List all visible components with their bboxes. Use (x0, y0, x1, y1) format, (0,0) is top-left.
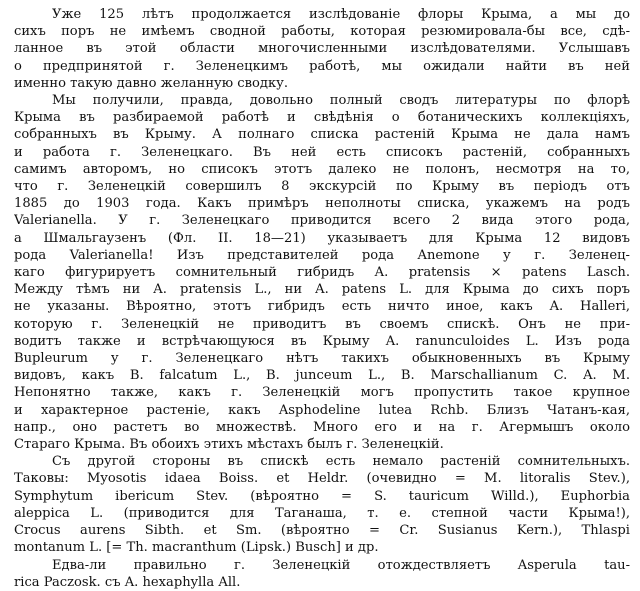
text-line: Между тѣмъ ни A. pratensis L., ни A. patens L. для Крыма до сихъ поръ (14, 282, 630, 298)
text-line: каго фигурируетъ сомнительный гибридъ A. pratensis × patens Lasch. (14, 265, 630, 281)
text-line: и характерное растеніе, какъ Asphodeline lutea Rchb. Близъ Чатанъ-кая, (14, 402, 630, 418)
text-line: и работа г. Зеленецкаго. Въ ней есть списокъ растеній, собранныхъ (14, 144, 630, 160)
text-line: 1885 до 1903 года. Какъ примѣръ неполноты списка, укажемъ на родъ (14, 196, 630, 212)
text-line: не указаны. Вѣроятно, этотъ гибридъ есть ничто иное, какъ A. Halleri, (14, 299, 630, 315)
text-line: ланное въ этой области многочисленными изслѣдователями. Услышавъ (14, 41, 630, 57)
text-line: напр., оно растетъ во множествѣ. Много его и на г. Агермышъ около (14, 419, 630, 435)
text-line: Crocus aurens Sibth. et Sm. (вѣроятно = Cr. Susianus Kern.), Thlaspi (14, 523, 630, 539)
text-line: которую г. Зеленецкій не приводитъ въ своемъ спискѣ. Онъ не при- (14, 316, 630, 332)
text-line: rica Paczosk. съ A. hexaphylla All. (14, 574, 241, 590)
text-line: водитъ также и встрѣчающуюся въ Крыму A. ranunculoides L. Изъ рода (14, 333, 630, 349)
text-line: Уже 125 лѣтъ продолжается изслѣдованіе флоры Крыма, а мы до (52, 7, 630, 22)
text-line: Таковы: Myosotis idaea Boiss. et Heldr. (очевидно = M. litoralis Stev.), (14, 471, 630, 487)
text-line: самимъ авторомъ, но списокъ этотъ далеко не полонъ, несмотря на то, (14, 161, 630, 177)
text-line: montanum L. [= Th. macranthum (Lipsk.) Busch] и др. (14, 540, 379, 556)
text-line: Мы получили, правда, довольно полный сводъ литературы по флорѣ (52, 93, 630, 109)
text-line: именно такую давно желанную сводку. (14, 75, 289, 91)
paragraph-critique (14, 92, 630, 453)
paragraph-intro (14, 6, 630, 92)
text-line: собранныхъ въ Крыму. А полнаго списка растеній Крыма не дала намъ (14, 127, 630, 143)
text-line: сихъ поръ не имѣемъ сводной работы, которая резюмировала-бы все, сдѣ- (14, 24, 630, 40)
paragraph-doubtful-species (14, 453, 630, 556)
text-line: видовъ, какъ B. falcatum L., B. junceum L., B. Marschallianum C. A. M. (14, 368, 630, 384)
text-line: рода Valerianella! Изъ представителей рода Anemone у г. Зеленец- (14, 247, 630, 263)
text-line: Valerianella. У г. Зеленецкаго приводится всего 2 вида этого рода, (14, 213, 630, 229)
text-line: что г. Зеленецкій совершилъ 8 экскурсій по Крыму въ періодъ отъ (14, 179, 630, 195)
text-line: о предпринятой г. Зеленецкимъ работѣ, мы ожидали найти въ ней (14, 58, 630, 74)
paragraph-asperula (14, 557, 630, 591)
text-line: Съ другой стороны въ спискѣ есть немало растеній сомнительныхъ. (52, 454, 630, 470)
text-line: а Шмальгаузенъ (Фл. II. 18—21) указываетъ для Крыма 12 видовъ (14, 230, 630, 246)
text-line: Symphytum ibericum Stev. (вѣроятно = S. tauricum Willd.), Euphorbia (14, 488, 630, 504)
text-line: Стараго Крыма. Въ обоихъ этихъ мѣстахъ былъ г. Зеленецкій. (14, 437, 444, 453)
text-line: Непонятно также, какъ г. Зеленецкій могъ пропустить такое крупное (14, 385, 630, 401)
text-line: Едва-ли правильно г. Зеленецкій отождествляетъ Asperula tau- (52, 557, 630, 573)
text-line: Крыма въ разбираемой работѣ и свѣдѣнія о ботаническихъ коллекціяхъ, (14, 110, 630, 126)
text-line: Bupleurum у г. Зеленецкаго нѣтъ такихъ обыкновенныхъ въ Крыму (14, 351, 630, 367)
text-line: aleppica L. (приводится для Таганаша, т. е. степной части Крыма!), (14, 505, 630, 521)
